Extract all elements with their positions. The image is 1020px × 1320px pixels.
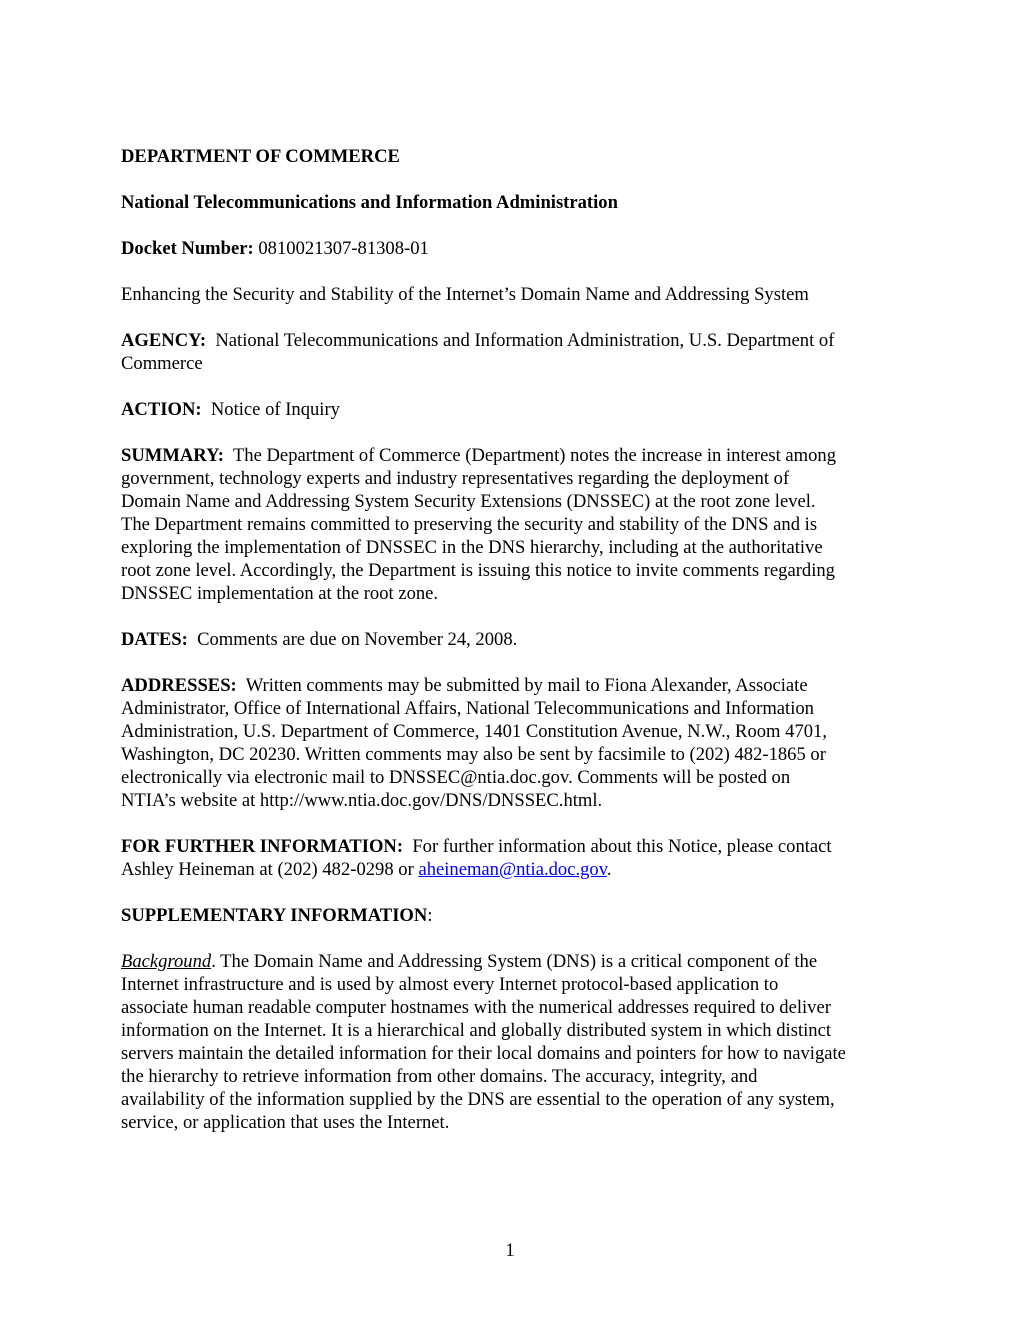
label: ADDRESSES: xyxy=(121,675,237,696)
line: Internet infrastructure and is used by almost every Internet protocol-based application to xyxy=(121,974,779,995)
line: root zone level. Accordingly, the Department is issuing this notice to invite comments regarding xyxy=(121,560,835,581)
line: Washington, DC 20230. Written comments may also be sent by facsimile to (202) 482-1865 or xyxy=(121,744,826,765)
punctuation: : xyxy=(427,905,433,926)
line: Domain Name and Addressing System Security Extensions (DNSSEC) at the root zone level. xyxy=(121,491,816,512)
summary-section xyxy=(121,444,921,605)
line: Administrator, Office of International Affairs, National Telecommunications and Information xyxy=(121,698,814,719)
further-info-section xyxy=(121,835,921,881)
value: Comments are due on November 24, 2008. xyxy=(197,629,518,650)
line: . The Domain Name and Addressing System (DNS) is a critical component of the xyxy=(211,951,818,972)
dates-section xyxy=(121,628,921,651)
label: AGENCY: xyxy=(121,330,207,351)
label: SUPPLEMENTARY INFORMATION xyxy=(121,905,428,926)
heading-text: National Telecommunications and Information Administration xyxy=(121,192,618,213)
action-section xyxy=(121,398,921,421)
document-title: Enhancing the Security and Stability of the Internet’s Domain Name and Addressing System xyxy=(121,284,809,305)
value: Notice of Inquiry xyxy=(210,399,340,420)
supplementary-heading xyxy=(121,904,921,927)
line: The Department remains committed to preserving the security and stability of the DNS and is xyxy=(121,514,818,535)
line: associate human readable computer hostnames with the numerical addresses required to deliver xyxy=(121,997,831,1018)
label: DATES: xyxy=(121,629,188,650)
line: NTIA’s website at http://www.ntia.doc.gov/DNS/DNSSEC.html. xyxy=(121,790,603,811)
line: The Department of Commerce (Department) notes the increase in interest among xyxy=(232,445,836,466)
agency-section xyxy=(121,329,921,375)
value: 0810021307-81308-01 xyxy=(258,238,429,259)
heading-text: DEPARTMENT OF COMMERCE xyxy=(121,146,400,167)
line: the hierarchy to retrieve information from other domains. The accuracy, integrity, and xyxy=(121,1066,758,1087)
line: government, technology experts and industry representatives regarding the deployment of xyxy=(121,468,790,489)
email-link[interactable]: aheineman@ntia.doc.gov xyxy=(418,859,607,880)
line: electronically via electronic mail to DNSSEC@ntia.doc.gov. Comments will be posted on xyxy=(121,767,791,788)
line: service, or application that uses the Internet. xyxy=(121,1112,450,1133)
line: National Telecommunications and Information Administration, U.S. Department of xyxy=(215,330,835,351)
line: DNSSEC implementation at the root zone. xyxy=(121,583,439,604)
line: information on the Internet. It is a hierarchical and globally distributed system in which distinct xyxy=(121,1020,832,1041)
label: Background xyxy=(121,951,212,972)
heading-department xyxy=(121,145,921,168)
line: Commerce xyxy=(121,353,203,374)
line: For further information about this Notice, please contact xyxy=(412,836,832,857)
line: servers maintain the detailed information for their local domains and pointers for how to navigate xyxy=(121,1043,846,1064)
line: Ashley Heineman at (202) 482-0298 or xyxy=(121,859,414,880)
punctuation: . xyxy=(606,859,612,880)
label: Docket Number: xyxy=(121,238,254,259)
line: Administration, U.S. Department of Commerce, 1401 Constitution Avenue, N.W., Room 4701, xyxy=(121,721,827,742)
line: availability of the information supplied by the DNS are essential to the operation of any system, xyxy=(121,1089,835,1110)
line: exploring the implementation of DNSSEC in the DNS hierarchy, including at the authoritative xyxy=(121,537,823,558)
line: Written comments may be submitted by mail to Fiona Alexander, Associate xyxy=(245,675,808,696)
label: FOR FURTHER INFORMATION: xyxy=(121,836,404,857)
label: SUMMARY: xyxy=(121,445,224,466)
page-number: 1 xyxy=(505,1240,515,1261)
label: ACTION: xyxy=(121,399,202,420)
background-section xyxy=(121,950,911,1134)
addresses-section xyxy=(121,674,921,812)
docket-number xyxy=(121,237,921,260)
heading-agency xyxy=(121,191,921,214)
